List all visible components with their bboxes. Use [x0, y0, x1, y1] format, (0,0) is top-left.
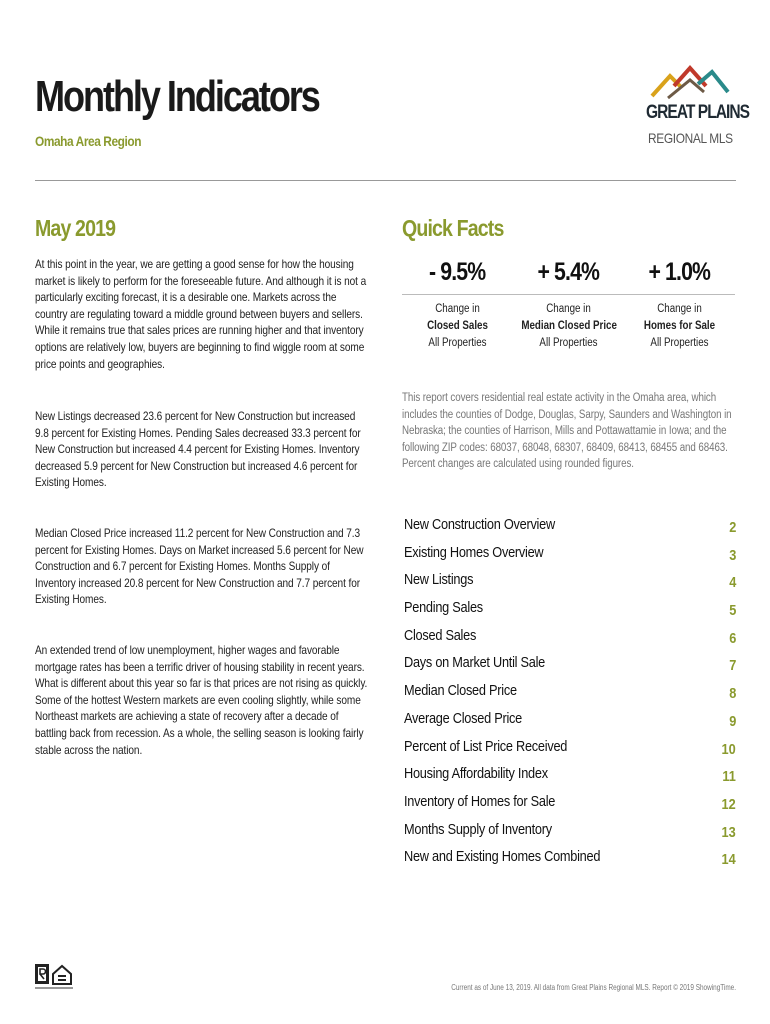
toc-item[interactable] [402, 627, 736, 655]
toc-item[interactable] [402, 599, 736, 627]
toc-label: Pending Sales [404, 599, 483, 617]
fact-scope: All Properties [539, 337, 598, 349]
fact-closed-sales [402, 255, 513, 352]
fact-value: + 5.4% [513, 255, 624, 295]
fact-scope: All Properties [650, 337, 709, 349]
mountains-icon [648, 62, 732, 102]
toc-item[interactable] [402, 793, 736, 821]
coverage-description: This report covers residential real estate activity in the Omaha area, which includes the counties of Dodge, Douglas, Sarpy, Saunders and Washington in Nebraska; the counties of Harrison, Mills and Pottawattamie in Iowa; and the following ZIP codes: 68037, 68048, 68307, 68409, 68413, 68455 and 68463. Percent changes are calculated using rounded figures. [402, 392, 732, 470]
great-plains-logo [640, 62, 750, 152]
footer-note: Current as of June 13, 2019. All data from Great Plains Regional MLS. Report © 2019 ShowingTime. [451, 983, 736, 992]
toc-item[interactable] [402, 821, 736, 849]
toc-page-number: 8 [728, 685, 736, 703]
toc-label: Existing Homes Overview [404, 543, 544, 561]
logo-text-top: GREAT PLAINS [646, 102, 750, 123]
fact-value: + 1.0% [624, 255, 735, 295]
toc-label: New Listings [404, 571, 474, 589]
toc-label: Median Closed Price [404, 682, 517, 700]
toc-page-number: 7 [728, 657, 736, 675]
toc-page-number: 13 [721, 823, 736, 841]
region-subtitle: Omaha Area Region [35, 133, 142, 149]
quick-facts-title: Quick Facts [402, 215, 504, 241]
fact-metric: Median Closed Price [521, 320, 617, 332]
toc-label: Housing Affordability Index [404, 765, 548, 783]
realtor-equal-housing-logos [34, 962, 74, 994]
toc-item[interactable] [402, 516, 736, 544]
toc-page-number: 10 [721, 740, 736, 758]
realtor-equal-housing-icon [34, 962, 74, 994]
toc-page-number: 11 [722, 768, 736, 786]
fact-median-closed-price [513, 255, 624, 352]
header-divider [35, 180, 736, 181]
report-month: May 2019 [35, 215, 116, 241]
toc-item[interactable] [402, 544, 736, 572]
toc-label: New Construction Overview [404, 516, 555, 533]
toc-label: Inventory of Homes for Sale [404, 792, 556, 810]
fact-scope: All Properties [428, 337, 487, 349]
toc-item[interactable] [402, 654, 736, 682]
summary-paragraph-1: At this point in the year, we are getting a good sense for how the housing market is likely to perform for the foreseeable future. And although it is not a particularly exciting forecast, it is a desirable one. Markets across the country are regulating toward a middle ground between buyers and sellers. While it remains true that sales prices are running higher and that inventory options are relatively low, buyers are beginning to find wiggle room at some price points and geographies. [35, 257, 367, 371]
toc-label: Months Supply of Inventory [404, 820, 552, 838]
table-of-contents [402, 516, 736, 876]
page-title: Monthly Indicators [35, 72, 319, 121]
fact-metric: Homes for Sale [643, 320, 716, 332]
toc-label: Average Closed Price [404, 709, 522, 727]
fact-line: Change in [657, 303, 702, 315]
fact-homes-for-sale [624, 255, 735, 352]
toc-page-number: 5 [728, 602, 736, 620]
toc-page-number: 9 [728, 712, 736, 730]
toc-page-number: 4 [728, 574, 736, 592]
toc-label: Percent of List Price Received [404, 737, 568, 755]
summary-paragraph-2: New Listings decreased 23.6 percent for New Construction but increased 9.8 percent for Existing Homes. Pending Sales decreased 33.3 percent for New Construction but increased 4.4 percent for Existing Homes. Inventory decreased 5.9 percent for New Construction but increased 4.6 percent for Existing Homes. [35, 409, 361, 490]
toc-label: Days on Market Until Sale [404, 654, 546, 672]
logo-text-bottom: REGIONAL MLS [648, 130, 733, 146]
toc-item[interactable] [402, 710, 736, 738]
fact-metric: Closed Sales [427, 320, 488, 332]
toc-page-number: 12 [721, 795, 736, 813]
toc-item[interactable] [402, 571, 736, 599]
toc-label: Closed Sales [404, 626, 477, 644]
summary-paragraph-4: An extended trend of low unemployment, higher wages and favorable mortgage rates has been a terrific driver of housing stability in recent years. What is different about this year so far is that prices are not rising as quickly. Some of the hottest Western markets are even cooling slightly, while some Northeast markets are achieving a state of recovery after a decade of battling back from recession. As a whole, the selling season is looking fairly stable across the nation. [35, 643, 368, 757]
toc-item[interactable] [402, 682, 736, 710]
toc-page-number: 14 [721, 851, 736, 869]
toc-item[interactable] [402, 738, 736, 766]
toc-item[interactable] [402, 765, 736, 793]
fact-value: - 9.5% [402, 255, 513, 295]
fact-line: Change in [546, 303, 591, 315]
toc-label: New and Existing Homes Combined [404, 848, 601, 866]
quick-facts [402, 255, 736, 358]
toc-page-number: 2 [728, 519, 736, 536]
toc-page-number: 6 [728, 629, 736, 647]
toc-item[interactable] [402, 848, 736, 876]
toc-page-number: 3 [728, 546, 736, 564]
summary-paragraph-3: Median Closed Price increased 11.2 percent for New Construction and 7.3 percent for Existing Homes. Days on Market increased 5.6 percent for New Construction and 6.7 percent for Existing Homes. Months Supply of Inventory increased 20.8 percent for New Construction and 7.7 percent for Existing Homes. [35, 526, 364, 607]
fact-line: Change in [435, 303, 480, 315]
